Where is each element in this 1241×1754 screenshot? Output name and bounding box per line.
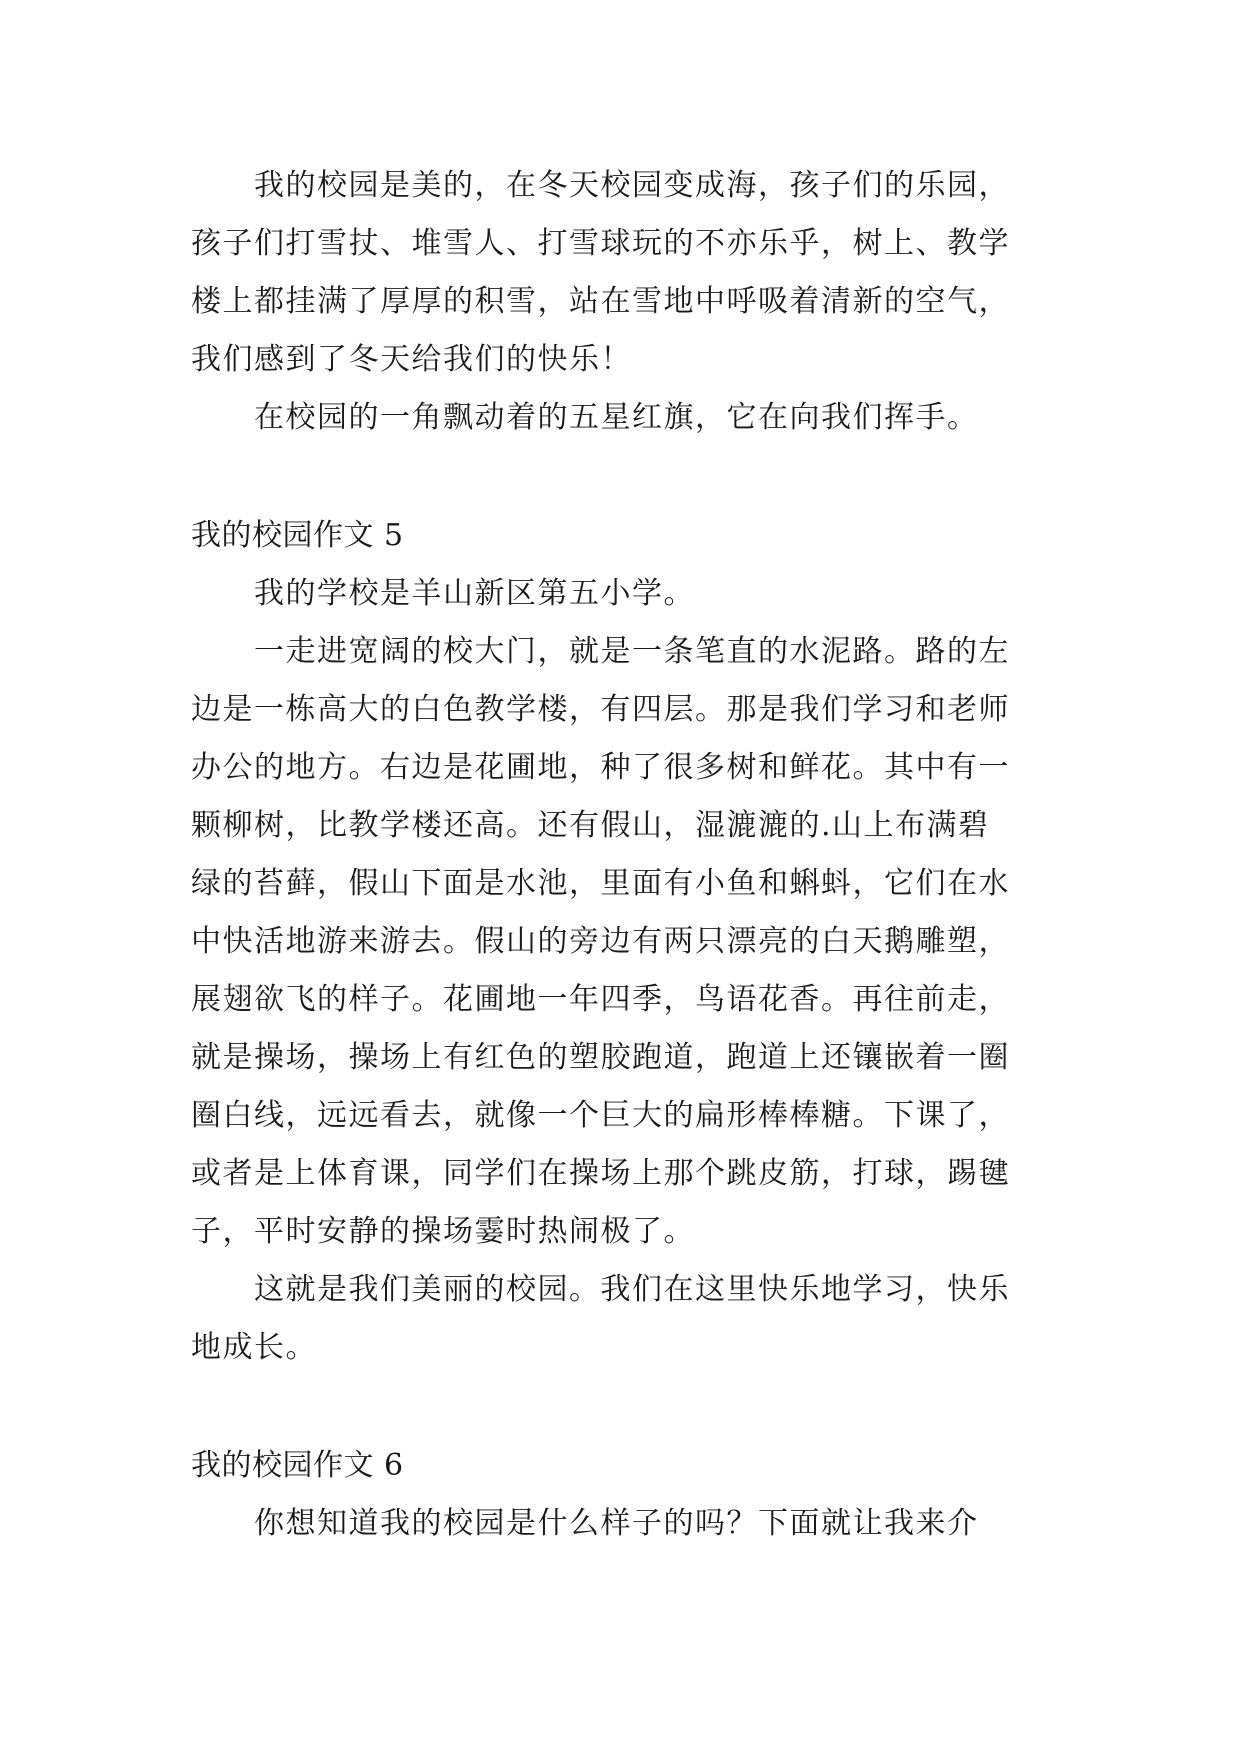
paragraph-line: 这就是我们美丽的校园。我们在这里快乐地学习，快乐: [254, 1272, 1010, 1307]
paragraph-line: 楼上都挂满了厚厚的积雪，站在雪地中呼吸着清新的空气，: [191, 284, 1010, 319]
paragraph-line: 地成长。: [191, 1330, 317, 1365]
paragraph-line: 子，平时安静的操场霎时热闹极了。: [191, 1214, 695, 1249]
paragraph-line: 我的学校是羊山新区第五小学。: [254, 576, 695, 611]
paragraph-line: 我们感到了冬天给我们的快乐！: [191, 342, 632, 377]
paragraph-line: 颗柳树，比教学楼还高。还有假山，湿漉漉的.山上布满碧: [191, 808, 990, 843]
paragraph-line: 展翅欲飞的样子。花圃地一年四季，鸟语花香。再往前走，: [191, 982, 1010, 1017]
paragraph-line: 一走进宽阔的校大门，就是一条笔直的水泥路。路的左: [254, 634, 1010, 669]
paragraph-line: 就是操场，操场上有红色的塑胶跑道，跑道上还镶嵌着一圈: [191, 1040, 1010, 1075]
paragraph-line: 办公的地方。右边是花圃地，种了很多树和鲜花。其中有一: [191, 750, 1010, 785]
section-heading: 我的校园作文 5: [191, 518, 404, 553]
paragraph-line: 边是一栋高大的白色教学楼，有四层。那是我们学习和老师: [191, 692, 1010, 727]
paragraph-line: 或者是上体育课，同学们在操场上那个跳皮筋，打球，踢毽: [191, 1156, 1010, 1191]
paragraph-line: 绿的苔藓，假山下面是水池，里面有小鱼和蝌蚪，它们在水: [191, 866, 1010, 901]
paragraph-line: 我的校园是美的，在冬天校园变成海，孩子们的乐园，: [254, 168, 1010, 203]
paragraph-line: 你想知道我的校园是什么样子的吗？下面就让我来介: [254, 1506, 979, 1541]
paragraph-line: 中快活地游来游去。假山的旁边有两只漂亮的白天鹅雕塑，: [191, 924, 1010, 959]
paragraph-line: 圈白线，远远看去，就像一个巨大的扁形棒棒糖。下课了，: [191, 1098, 1010, 1133]
section-heading: 我的校园作文 6: [191, 1448, 404, 1483]
paragraph-line: 在校园的一角飘动着的五星红旗，它在向我们挥手。: [254, 400, 979, 435]
paragraph-line: 孩子们打雪扙、堆雪人、打雪球玩的不亦乐乎，树上、教学: [191, 226, 1010, 261]
